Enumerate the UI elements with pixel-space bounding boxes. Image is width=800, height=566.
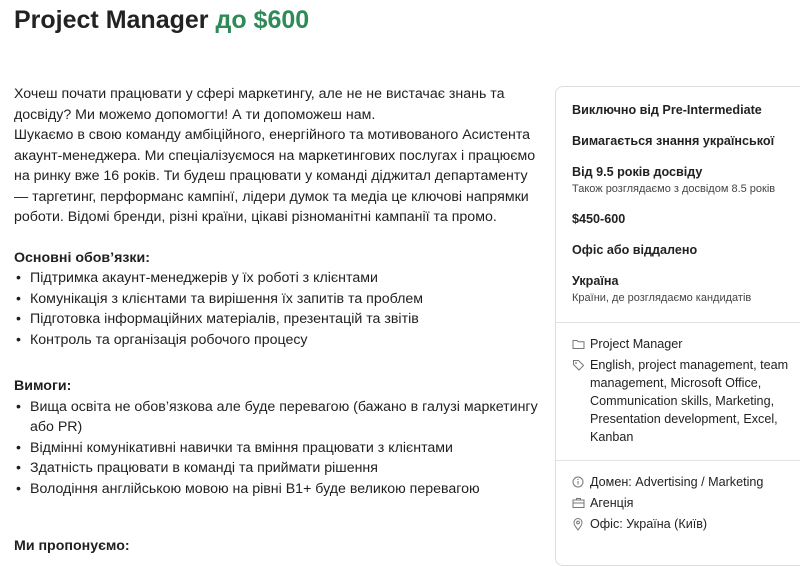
info-icon: [572, 473, 590, 491]
list-item: • Комунікація з клієнтами та вирішення їх запитів та проблем: [14, 289, 544, 310]
english-requirement: Виключно від Pre-Intermediate: [572, 103, 762, 117]
about-paragraph: Шукаємо в свою команду амбіційного, енергійного та мотивованого Асистента акаунт-менеджера. Ми спеціалізуємося на маркетингових послугах і працюємо на ринку вже 16 років. Ти будеш працювати у команді діджитал департаменту — таргетинг, перформанс кампінї, лідери думок та медіа це ключові напрямки роботи. Відомі бренди, різні країни, цікаві різноманітні кампанії та промо.: [14, 127, 536, 225]
list-item: • Здатність працювати в команді та приймати рішення: [14, 458, 544, 479]
office-label: Офіс: Україна (Київ): [590, 517, 708, 531]
job-summary-card: [555, 86, 800, 566]
list-item: • Підтримка акаунт-менеджерів у їх роботі з клієнтами: [14, 268, 544, 289]
job-title: Project Manager: [14, 6, 209, 34]
list-item: • Володіння англійською мовою на рівні B1+ буде великою перевагою: [14, 479, 544, 500]
company-type-row: [572, 494, 800, 512]
tag-icon: [572, 356, 590, 374]
location-pin-icon: [572, 515, 590, 533]
intro-paragraph: Хочеш почати працювати у сфері маркетингу, але не не вистачає знань та досвіду? Ми можемо допомогти! А ти допоможеш нам.: [14, 86, 505, 123]
experience-note: Також розглядаємо з досвідом 8.5 років: [572, 183, 776, 195]
company-type-label: Агенція: [590, 496, 634, 510]
list-item: • Підготовка інформаційних матеріалів, презентацій та звітів: [14, 309, 544, 330]
list-item: • Відмінні комунікативні навички та вміння працювати з клієнтами: [14, 438, 544, 459]
country-value: Україна: [572, 274, 619, 288]
country-note: Країни, де розглядаємо кандидатів: [572, 292, 752, 304]
country-info: [572, 272, 800, 306]
work-format: Офіс або віддалено: [572, 243, 698, 257]
page-title: [14, 6, 309, 35]
requirements-list: [14, 397, 544, 500]
requirements-heading: Вимоги:: [14, 378, 72, 394]
responsibilities-heading: Основні обов’язки:: [14, 249, 150, 266]
skills-tags: English, project management, team management, Microsoft Office, Communication skills, Marketing, Presentation development, Excel, Kanban: [590, 358, 789, 444]
briefcase-icon: [572, 494, 590, 512]
offer-heading: Ми пропонуємо:: [14, 538, 130, 554]
responsibilities-list: [14, 268, 544, 350]
tags-row: [572, 356, 800, 446]
category-row: [572, 335, 800, 353]
experience-value: Від 9.5 років досвіду: [572, 165, 703, 179]
folder-icon: [572, 335, 590, 353]
list-item: • Вища освіта не обов’язкова але буде перевагою (бажано в галузі маркетингу або PR): [14, 397, 544, 438]
ukrainian-requirement: Вимагається знання української: [572, 134, 775, 148]
job-description: [14, 84, 544, 499]
salary-range: $450-600: [572, 212, 626, 226]
category-label: Project Manager: [590, 337, 683, 351]
salary-badge: до $600: [215, 6, 310, 34]
domain-label: Домен: Advertising / Marketing: [590, 475, 764, 489]
list-item: • Контроль та організація робочого процесу: [14, 330, 544, 351]
office-row: [572, 515, 800, 533]
domain-row: [572, 473, 800, 491]
experience-info: [572, 163, 800, 197]
